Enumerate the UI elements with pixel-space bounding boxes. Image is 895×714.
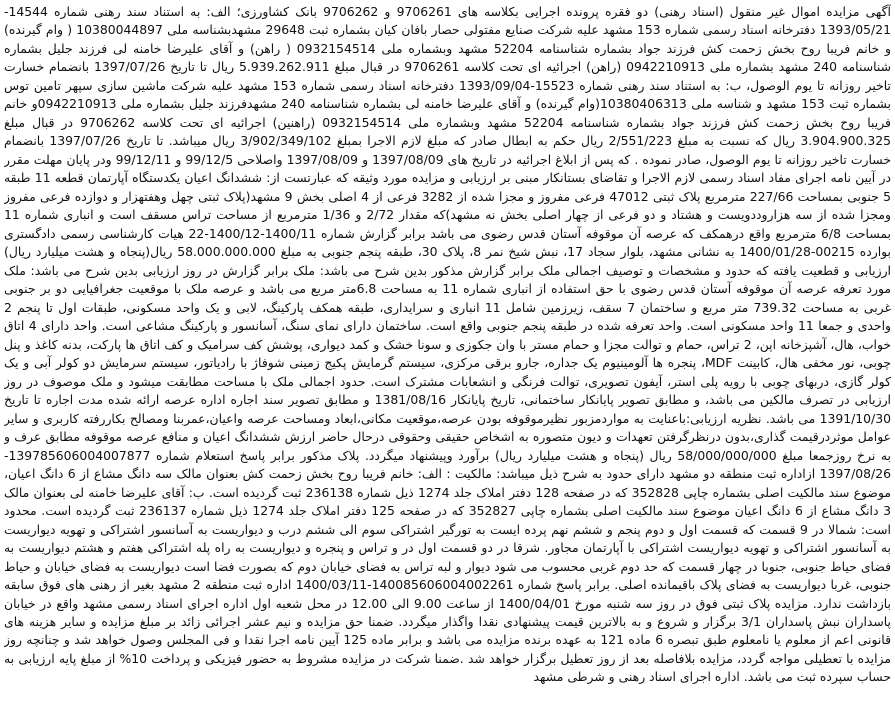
notice-page <box>4 3 891 708</box>
auction-notice-text: آگهی مزایده اموال غیر منقول (اسناد رهنی) دو فقره پرونده اجرایی بکلاسه های 9706261 و 9706262 بانک کشاورزی؛ الف: به استناد سند رهنی شماره 14544-1393/05/21 دفترخانه اسناد رسمی شماره 153 مشهد علیه شرکت صنایع مفتولی حصار بافان کیان بشماره ثبت 29648 مشهدبشناسه ملی 10380044897 ( وام گیرنده) و خانم فریبا روح بخش زحمت کش فرزند جواد بشماره شناسنامه 52204 مشهد وبشماره ملی 0932154514 ( راهن) و آقای علیرضا خامنه لی فرزند جلیل بشماره شناسنامه 240 مشهد بشماره ملی 0942210913 (راهن) اجرائیه ای تحت کلاسه 9706261 در قبال مبلغ 5.939.262.911 ریال تا تاریخ 1397/07/26 بانضمام خسارت تاخیر روزانه تا یوم الوصول، ب: به استناد سند رهنی شماره 15523-1393/09/04 دفترخانه اسناد رسمی شماره 153 مشهد علیه شرکت ماشین سازی سپهر تامین توس بشماره ثبت 153 مشهد و شناسه ملی 10380406313(وام گیرنده) و آقای علیرضا خامنه لی بشماره شناسنامه 240 مشهدفرزند جلیل بشماره ملی 0942210913و خانم فریبا روح بخش زحمت کش فرزند جواد بشماره شناسنامه 52204 مشهد وبشماره ملی 0932154514 (راهنین) اجرائیه ای تحت کلاسه 9706262 در قبال مبلغ 3.904.900.325 ریال که نسبت به مبلغ 2/551/223 ریال حکم به ابطال صادر که مبلغ لازم الاجرا بمبلغ 3/902/349/102 ریال میباشد. تا تاریخ 1397/07/26 بانضمام خسارت تاخیر روزانه تا یوم الوصول، صادر نموده . که پس از ابلاغ اجرائیه در تاریخ های 1397/08/09 و 1397/08/09 واصلاحی 99/12/5 و 99/12/11 ودر پایان مهلت مقرر در آیین نامه اجرای مفاد اسناد رسمی لازم الاجرا و تقاضای بستانکار مبنی بر ارزیابی و مزایده مورد وثیقه که عبارتست از: ششدانگ اعیان یکدستگاه آپارتمان قطعه 11 طبقه 5 جنوبی بمساحت 227/66 مترمربع پلاک ثبتی 47012 فرعی مفروز و مجزا شده از 3282 فرعی از 4 اصلی بخش 9 مشهد(پلاک ثبتی چهل وهفتهزار و دوازده فرعی مفروز ومجزا شده از سه هزاروددویست و هشتاد و دو فرعی از چهار اصلی بخش نه مشهد)که مقدار 2/72 و 1/36 مترمربع از مساحت تراس مسقف است و انباری شماره 11 بمساحت 6/8 مترمربع واقع درهمکف که عرصه آن موقوفه آستان قدس رضوی می باشد برابر گزارش شماره 1400/11-1400/12-22 هیات کارشناسی رسمی دادگستری بوارده 00215-1400/01/28 به نشانی مشهد، بلوار سجاد 17، نبش شیخ نمر 8، پلاک 30، طبقه پنجم جنوبی به مبلغ 58.000.000.000 ریال(پنجاه و هشت میلیارد ریال) ارزیابی و قطعیت یافته که حدود و مشخصات و توصیف اجمالی ملک برابر گزارش مذکور بدین شرح می باشد: ملک برابر گزارش در روز ارزیابی بدین شرح می باشد: ملک مورد تعرفه عرصه آن موقوفه آستان قدس رضوی با حق استفاده از انباری شماره 11 به مساحت 6.8متر مربع می باشد و عرصه ملک با موقعیت جغرافیایی دو بر جنوبی غربی به مساحت 739.32 متر مربع و ساختمان 7 سقف، زیرزمین شامل 11 انباری و سرایداری، طبقه همکف پارکینگ، لابی و یک واحد مسکونی، طبقات اول تا پنجم 2 واحدی و جمعا 11 واحد مسکونی است. واحد تعرفه شده در طبقه پنجم جنوبی واقع است. ساختمان دارای نمای سنگ، آسانسور و پارکینگ مشاعی است. واحد دارای 4 اتاق خواب، هال، آشپزخانه اپن، 2 تراس، حمام و توالت مجزا و حمام مستر با وان جکوزی و سونا خشک و کمد دیواری، پوشش کف سرامیک و کف اتاق ها پارکت، بدنه کاغذ و پنل چوبی، نور مخفی هال، کابینت MDF، پنجره ها آلومینیوم یک جداره، جارو برقی مرکزی، سیستم گرمایش پکیج زمینی شوفاژ با رادیاتور، سیستم سرمایش دو کولر آبی و یک کولر گازی، دربهای چوبی با رویه پلی استر، آیفون تصویری، توالت فرنگی و انشعابات مشترک است. حدود اجمالی ملک با مساحت مطابقت میشود و ملک موصوف در روز ارزیابی در تصرف مالکین می باشد، و مطابق تصویر پایانکار ساختمانی، تاریخ پایانکار 1381/08/16 و مطابق تصویر سند اجاره اداره عرصه ارائه شده مدت اجاره تا تاریخ 1391/10/30 می باشد. نظریه ارزیابی:باعنایت به مواردمزبور نظیرموقوفه بودن عرصه،موقعیت مکانی،ابعاد ومساحت عرصه واعیان،عمربنا ومصالح بکاررفته کاربری و سایر عوامل موثردرقیمت گذاری،بدون درنظرگرفتن تعهدات و دیون متصوره به اشخاص حقیقی وحقوقی درحال حاضر ارزش ششدانگ اعیان و منافع عرصه موقوفه مطابق عرف و به نرخ روزجمعا مبلغ 58/000/000/000 ریال (پنجاه و هشت میلیارد ریال) برآورد وپیشنهاد میگردد. پلاک مذکور برابر پاسخ استعلام شماره 139785606004007877-1397/08/26 ازاداره ثبت منطقه دو مشهد دارای حدود به شرح ذیل میباشد: مالکیت : الف: خانم فریبا روح بخش زحمت کش بعنوان مالک سه دانگ مشاع از 6 دانگ اعیان، موضوع سند مالکیت اصلی بشماره چاپی 352828 که در صفحه 128 دفتر املاک جلد 1274 ذیل شماره 236138 ثبت گردیده است. ب: آقای علیرضا خامنه لی بعنوان مالک 3 دانگ مشاع از 6 دانگ اعیان موضوع سند مالکیت اصلی بشماره چاپی 352827 که در صفحه 125 دفتر املاک جلد 1274 ذیل شماره 236137 ثبت گردیده است. محدود است: شمالا در 9 قسمت که قسمت اول و دوم پنجم و ششم نهم پرده ایست به تورگیر اشتراکی سوم الی ششم درب و دیواریست به آسانسور اشتراکی و تهویه دیواریست به آسانسور اشتراکی و تهویه دیواریست اشتراکی با آپارتمان مجاور. شرقا در دو قسمت اول در و تراس و پنجره و دیواریست به راه پله اشتراکی هفتم و هشتم دیواریست به فضای حیاط جنوبی، جنوبا در چهار قسمت که حد دوم غربی محسوب می شود دیوار و لبه تراس به فضای خیابان دوم که بصورت فضا است دیواریست به فضای خیابان و حیاط جنوبی، غربا دیواریست به فضای پلاک باقیمانده اصلی. برابر پاسخ شماره 140085606004002261-1400/03/11 اداره ثبت منطقه 2 مشهد بغیر از رهنی های فوق سابقه بازداشت ندارد. مزایده پلاک ثبتی فوق در روز سه شنبه مورخ 1400/04/01 از ساعت 9.00 الی 12.00 در محل شعبه اول اداره اجرای اسناد رسمی مشهد واقع در خیابان پاسداران نبش پاسداران 3/1 برگزار و شروع و به بالاترین قیمت پیشنهادی نقدا واگذار میگردد. ضمنا حق مزایده و نیم عشر اجرائی زائد بر مبلغ مزایده و سایر هزینه های قانونی اعم از معلوم یا نامعلوم طبق تبصره 6 ماده 121 به عهده برنده مزایده می باشد و برابر ماده 125 آیین نامه اجرا نقدا و فی المجلس وصول خواهد شد و چنانچه روز مزایده با تعطیلی مواجه گردد، مزایده بلافاصله بعد از روز تعطیل برگزار خواهد شد .ضمنا شرکت در مزایده مشروط به حضور فیزیکی و پرداخت 10% از مبلغ پایه ارزیابی به حساب سپرده ثبت می باشد. اداره اجرای اسناد رهنی و شرطی مشهد <box>4 4 891 685</box>
